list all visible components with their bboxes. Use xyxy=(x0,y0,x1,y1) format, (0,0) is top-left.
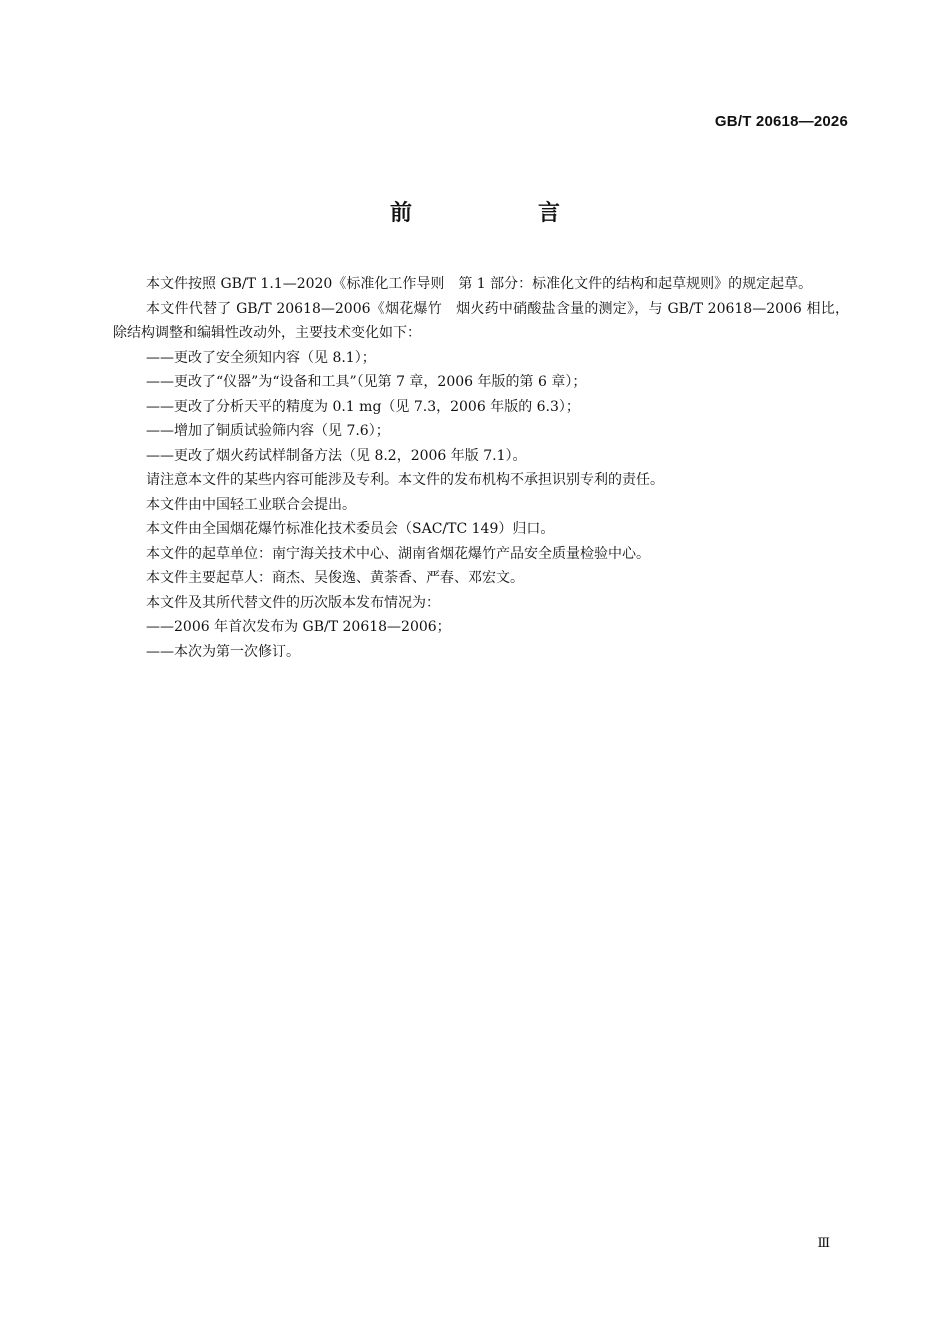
change-item-sieve: ——增加了铜质试验筛内容（见 7.6）； xyxy=(146,423,390,439)
history-item-first: ——2006 年首次发布为 GB/T 20618—2006； xyxy=(146,619,451,635)
foreword-body xyxy=(113,272,849,664)
paragraph-proposer: 本文件由中国轻工业联合会提出。 xyxy=(146,496,356,513)
paragraph-drafters: 本文件主要起草人：商杰、吴俊逸、黄荼香、严春、邓宏文。 xyxy=(146,570,524,586)
standard-number: GB/T 20618—2026 xyxy=(714,113,848,130)
paragraph-drafting-units: 本文件的起草单位：南宁海关技术中心、湖南省烟花爆竹产品安全质量检验中心。 xyxy=(146,545,650,562)
history-item-revision: ——本次为第一次修订。 xyxy=(146,643,300,660)
paragraph-history-intro: 本文件及其所代替文件的历次版本发布情况为： xyxy=(146,594,440,611)
paragraph-patent-notice: 请注意本文件的某些内容可能涉及专利。本文件的发布机构不承担识别专利的责任。 xyxy=(146,472,664,488)
paragraph-drafting-rules: 本文件按照 GB/T 1.1—2020《标准化工作导则 第 1 部分：标准化文件的结构和起草规则》的规定起草。 xyxy=(146,276,813,292)
page-number: Ⅲ xyxy=(817,1236,830,1251)
change-item-sample-prep: ——更改了烟火药试样制备方法（见 8.2，2006 年版 7.1）。 xyxy=(146,447,527,464)
change-item-balance: ——更改了分析天平的精度为 0.1 mg（见 7.3，2006 年版的 6.3）； xyxy=(146,398,580,415)
change-item-safety: ——更改了安全须知内容（见 8.1）； xyxy=(146,349,376,366)
page-title: 前 言 xyxy=(389,201,612,226)
change-item-equipment: ——更改了“仪器”为“设备和工具”（见第 7 章，2006 年版的第 6 章）； xyxy=(146,374,587,390)
paragraph-committee: 本文件由全国烟花爆竹标准化技术委员会（SAC/TC 149）归口。 xyxy=(146,521,555,537)
paragraph-replaces: 本文件代替了 GB/T 20618—2006《烟花爆竹 烟火药中硝酸盐含量的测定》，与 GB/T 20618—2006 相比，除结构调整和编辑性改动外，主要技术变化如下： xyxy=(113,300,849,341)
